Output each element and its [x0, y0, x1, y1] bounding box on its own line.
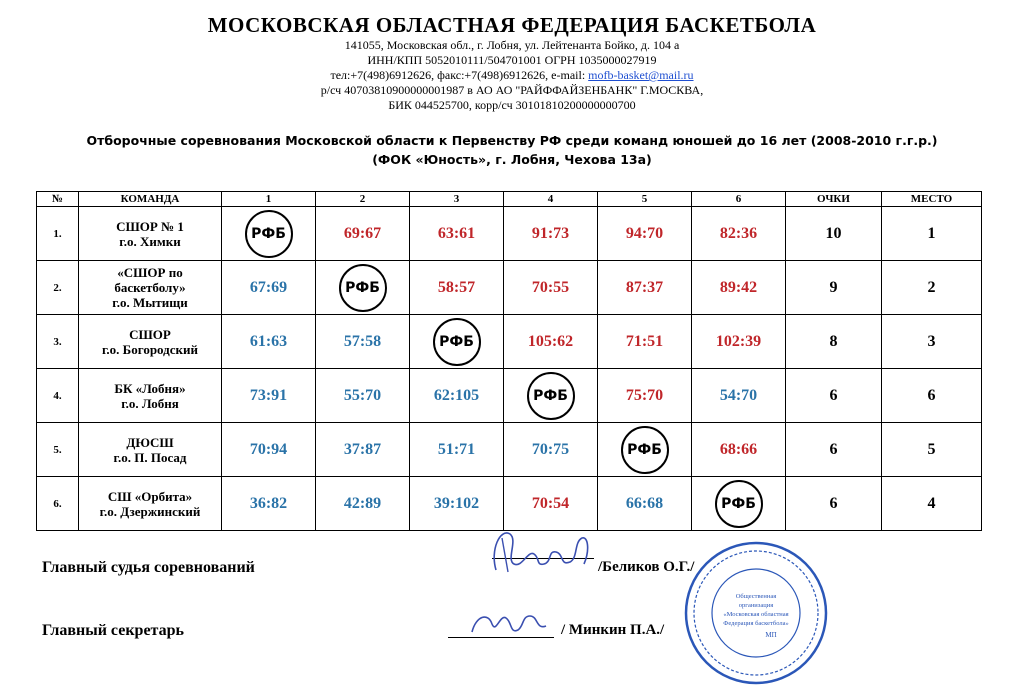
org-name: МОСКОВСКАЯ ОБЛАСТНАЯ ФЕДЕРАЦИЯ БАСКЕТБОЛА [207, 13, 817, 37]
email-link[interactable]: mofb-basket@mail.ru [588, 68, 694, 82]
org-inn: ИНН/КПП 5052010111/504701001 ОГРН 1035000027919 [367, 53, 657, 67]
points-cell: 9 [786, 261, 882, 315]
judge-signature [488, 520, 598, 580]
official-stamp [683, 540, 829, 686]
stamp-mp: МП [765, 631, 777, 639]
score-cell: 70:55 [504, 261, 598, 315]
score-cell: 39:102 [410, 477, 504, 531]
team-city: г.о. Лобня [121, 395, 179, 411]
competition-venue: (ФОК «Юность», г. Лобня, Чехова 13а) [372, 152, 652, 167]
org-account: р/сч 40703810900000001987 в АО АО "РАЙФФАЙЗЕНБАНК" Г.МОСКВА, [320, 83, 704, 97]
team-name-cont: баскетболу» [114, 280, 186, 295]
results-table [36, 191, 982, 531]
col-place-header: МЕСТО [882, 192, 982, 207]
place-cell: 1 [882, 207, 982, 261]
score-cell: 36:82 [222, 477, 316, 531]
org-address: 141055, Московская обл., г. Лобня, ул. Лейтенанта Бойко, д. 104 а [344, 38, 680, 52]
secretary-name: / Минкин П.А./ [561, 622, 665, 638]
table-row [37, 261, 982, 315]
score-cell: 87:37 [598, 261, 692, 315]
score-cell: 54:70 [692, 369, 786, 423]
self-match-cell [222, 207, 316, 261]
col-team-header: КОМАНДА [79, 192, 222, 207]
score-cell: 68:66 [692, 423, 786, 477]
rfb-mark: РФБ [715, 480, 763, 528]
score-cell: 37:87 [316, 423, 410, 477]
score-cell: 75:70 [598, 369, 692, 423]
points-cell: 6 [786, 369, 882, 423]
competition-title: Отборочные соревнования Московской области к Первенству РФ среди команд юношей до 16 лет (2008-2010 г.г.р.) [86, 133, 938, 148]
col-num-header: № [37, 192, 79, 207]
letterhead [0, 12, 1024, 113]
table-row [37, 369, 982, 423]
row-number: 1. [37, 207, 79, 261]
score-cell: 66:68 [598, 477, 692, 531]
header-row [37, 192, 982, 207]
team-cell [79, 261, 222, 315]
self-match-cell [504, 369, 598, 423]
team-name: СШОР [129, 326, 171, 342]
score-cell: 61:63 [222, 315, 316, 369]
points-cell: 10 [786, 207, 882, 261]
rfb-mark: РФБ [527, 372, 575, 420]
score-cell: 58:57 [410, 261, 504, 315]
row-number: 5. [37, 423, 79, 477]
score-cell: 82:36 [692, 207, 786, 261]
score-cell: 42:89 [316, 477, 410, 531]
team-city: г.о. Богородский [101, 341, 199, 357]
row-number: 6. [37, 477, 79, 531]
score-cell: 89:42 [692, 261, 786, 315]
score-cell: 57:58 [316, 315, 410, 369]
team-name: «СШОР по [117, 265, 183, 280]
team-cell [79, 423, 222, 477]
team-city: г.о. Мытищи [112, 295, 188, 310]
team-cell [79, 315, 222, 369]
score-cell: 55:70 [316, 369, 410, 423]
place-cell: 2 [882, 261, 982, 315]
score-cell: 73:91 [222, 369, 316, 423]
row-number: 4. [37, 369, 79, 423]
rfb-mark: РФБ [339, 264, 387, 312]
team-name: СШ «Орбита» [107, 488, 193, 504]
table-row [37, 207, 982, 261]
stamp-line-4: Федерация баскетбола» [723, 620, 789, 627]
points-cell: 8 [786, 315, 882, 369]
org-contacts [0, 68, 1024, 83]
competition-heading [0, 131, 1024, 169]
team-name: БК «Лобня» [114, 380, 186, 396]
rfb-mark: РФБ [621, 426, 669, 474]
self-match-cell [316, 261, 410, 315]
place-cell: 5 [882, 423, 982, 477]
team-city: г.о. Химки [119, 233, 181, 249]
score-cell: 67:69 [222, 261, 316, 315]
secretary-label: Главный секретарь [42, 622, 184, 639]
row-number: 3. [37, 315, 79, 369]
team-cell [79, 477, 222, 531]
score-cell: 105:62 [504, 315, 598, 369]
col-4-header: 4 [504, 192, 598, 207]
table-row [37, 315, 982, 369]
self-match-cell [598, 423, 692, 477]
team-city: г.о. Дзержинский [99, 503, 201, 519]
col-5-header: 5 [598, 192, 692, 207]
col-2-header: 2 [316, 192, 410, 207]
secretary-signature [466, 602, 556, 642]
score-cell: 51:71 [410, 423, 504, 477]
team-name: СШОР № 1 [116, 218, 184, 234]
col-1-header: 1 [222, 192, 316, 207]
team-city: г.о. П. Посад [113, 449, 187, 465]
col-6-header: 6 [692, 192, 786, 207]
points-cell: 6 [786, 477, 882, 531]
rfb-mark: РФБ [433, 318, 481, 366]
judge-label: Главный судья соревнований [42, 559, 255, 576]
stamp-line-2: организация [738, 602, 774, 609]
place-cell: 4 [882, 477, 982, 531]
score-cell: 91:73 [504, 207, 598, 261]
self-match-cell [692, 477, 786, 531]
score-cell: 70:54 [504, 477, 598, 531]
score-cell: 71:51 [598, 315, 692, 369]
stamp-line-1: Общественная [735, 593, 777, 600]
rfb-mark: РФБ [245, 210, 293, 258]
score-cell: 69:67 [316, 207, 410, 261]
score-cell: 70:75 [504, 423, 598, 477]
score-cell: 102:39 [692, 315, 786, 369]
score-cell: 70:94 [222, 423, 316, 477]
team-cell [79, 207, 222, 261]
org-bik: БИК 044525700, корр/сч 30101810200000000700 [388, 98, 636, 112]
score-cell: 94:70 [598, 207, 692, 261]
row-number: 2. [37, 261, 79, 315]
table-row [37, 423, 982, 477]
place-cell: 3 [882, 315, 982, 369]
phone-fax: тел:+7(498)6912626, факс:+7(498)6912626, e-mail: [330, 68, 589, 82]
judge-name: /Беликов О.Г./ [598, 559, 695, 575]
team-name: ДЮСШ [126, 434, 174, 450]
score-cell: 62:105 [410, 369, 504, 423]
team-cell [79, 369, 222, 423]
stamp-line-3: «Московская областная [723, 611, 789, 618]
place-cell: 6 [882, 369, 982, 423]
score-cell: 63:61 [410, 207, 504, 261]
self-match-cell [410, 315, 504, 369]
points-cell: 6 [786, 423, 882, 477]
col-points-header: ОЧКИ [786, 192, 882, 207]
col-3-header: 3 [410, 192, 504, 207]
